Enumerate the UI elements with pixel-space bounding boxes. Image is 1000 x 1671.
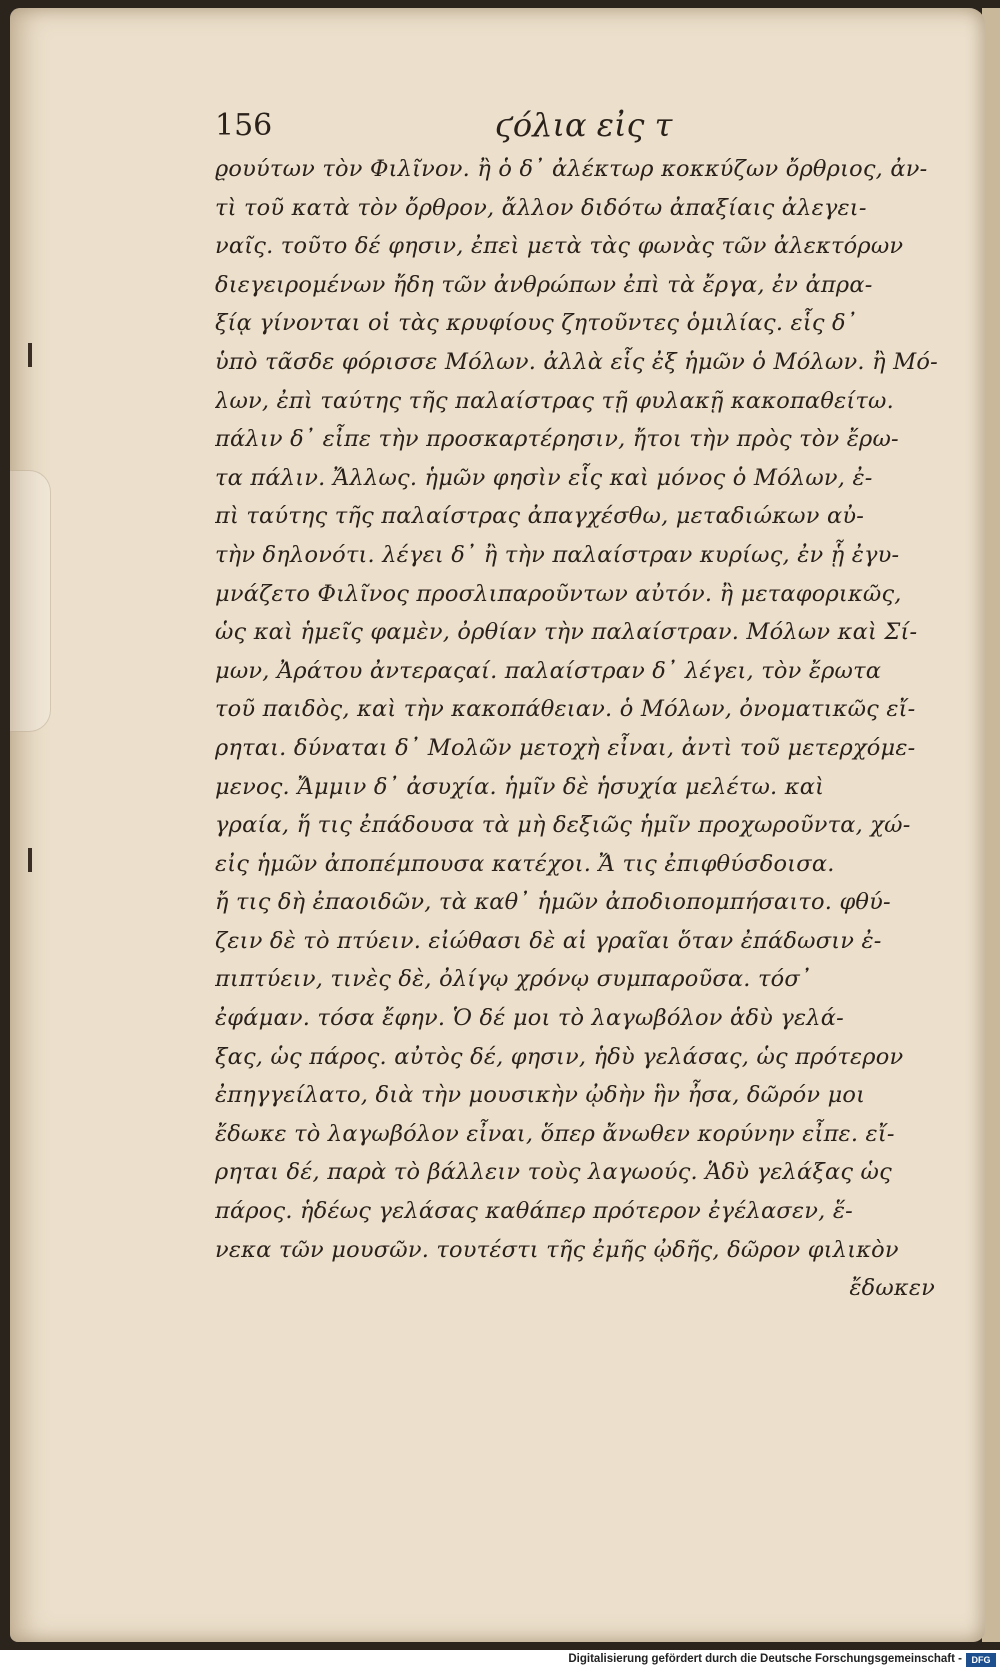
footer	[0, 1650, 1000, 1671]
text-line: πὶ ταύτης τῆς παλαίστρας ἀπαγχέσθω, μεταδιώκων αὐ-	[215, 503, 865, 530]
text-line: ὑπὸ τᾶσδε φόρισσε Μόλων. ἀλλὰ εἷς ἐξ ἡμῶν ὁ Μόλων. ἢ Μό-	[215, 348, 938, 375]
text-line: τὶ τοῦ κατὰ τὸν ὄρθρον, ἄλλον διδότω ἀπαξίαις ἀλεγει-	[215, 194, 867, 221]
text-line: ρηται. δύναται δ᾽ Μολῶν μετοχὴ εἶναι, ἀντὶ τοῦ μετερχόμε-	[215, 734, 916, 761]
text-line: νεκα τῶν μουσῶν. τουτέστι τῆς ἐμῆς ᾠδῆς, δῶρον φιλικὸν	[215, 1236, 899, 1263]
dfg-logo-icon: DFG	[966, 1653, 996, 1667]
text-line: τὴν δηλονότι. λέγει δ᾽ ἢ τὴν παλαίστραν κυρίως, ἐν ᾗ ἐγυ-	[215, 541, 900, 568]
text-line: διεγειρομένων ἤδη τῶν ἀνθρώπων ἐπὶ τὰ ἔργα, ἐν ἀπρα-	[215, 271, 873, 298]
margin-mark	[28, 848, 32, 872]
text-line: ρηται δέ, παρὰ τὸ βάλλειν τοὺς λαγωούς. Ἁδὺ γελάξας ὡς	[215, 1159, 892, 1186]
catchword: ἔδωκεν	[849, 1275, 935, 1302]
text-line: εἰς ἡμῶν ἀποπέμπουσα κατέχοι. Ἄ τις ἐπιφθύσδοισα.	[215, 850, 835, 877]
page-tab-shadow	[10, 470, 51, 732]
text-line: πάλιν δ᾽ εἶπε τὴν προσκαρτέρησιν, ἤτοι τὴν πρὸς τὸν ἔρω-	[215, 426, 899, 453]
text-line: μνάζετο Φιλῖνος προσλιπαροῦντων αὐτόν. ἢ μεταφορικῶς,	[215, 580, 902, 607]
text-line: ξας, ὡς πάρος. αὐτὸς δέ, φησιν, ἡδὺ γελάσας, ὡς πρότερον	[215, 1043, 904, 1070]
text-line: μων, Ἀράτου ἀντεραςαί. παλαίστραν δ᾽ λέγει, τὸν ἔρωτα	[215, 657, 882, 684]
text-line: ἐφάμαν. τόσα ἔφην. Ὁ δέ μοι τὸ λαγωβόλον ἁδὺ γελά-	[215, 1005, 844, 1032]
text-line: ὡς καὶ ἡμεῖς φαμὲν, ὀρθίαν τὴν παλαίστραν. Μόλων καὶ Σί-	[215, 619, 918, 646]
text-line: μενος. Ἄμμιν δ᾽ ἀσυχία. ἡμῖν δὲ ἡσυχία μελέτω. καὶ	[215, 773, 825, 800]
text-line: πιπτύειν, τινὲς δὲ, ὀλίγῳ χρόνῳ συμπαροῦσα. τόσ᾽	[215, 966, 812, 993]
text-line: ναῖς. τοῦτο δέ φησιν, ἐπεὶ μετὰ τὰς φωνὰς τῶν ἀλεκτόρων	[215, 233, 904, 260]
text-line: πάρος. ἡδέως γελάσας καθάπερ πρότερον ἐγέλασεν, ἕ-	[215, 1198, 853, 1225]
text-line: ἤ τις δὴ ἐπαοιδῶν, τὰ καθ᾽ ἡμῶν ἀποδιοπομπήσαιτο. φθύ-	[215, 889, 891, 916]
text-line: ϱουύτων τὸν Φιλῖνον. ἢ ὁ δ᾽ ἀλέκτωρ κοκκύζων ὄρθριος, ἀν-	[215, 156, 928, 182]
text-line: ζειν δὲ τὸ πτύειν. εἰώθασι δὲ αἱ γραῖαι ὅταν ἐπάδωσιν ἐ-	[215, 927, 882, 954]
digitization-credit: Digitalisierung gefördert durch die Deutsche Forschungsgemeinschaft -	[568, 1653, 962, 1665]
page-number: 156	[215, 108, 273, 143]
page-header	[215, 108, 955, 148]
text-line: ἐπηγγείλατο, διὰ τὴν μουσικὴν ᾠδὴν ἣν ἦσα, δῶρόν μοι	[215, 1082, 866, 1109]
text-line: τα πάλιν. Ἄλλως. ἡμῶν φησὶν εἷς καὶ μόνος ὁ Μόλων, ἐ-	[215, 464, 873, 491]
text-line: γραία, ἥ τις ἐπάδουσα τὰ μὴ δεξιῶς ἡμῖν προχωροῦντα, χώ-	[215, 812, 911, 839]
margin-mark	[28, 343, 32, 367]
text-line: ἔδωκε τὸ λαγωβόλον εἶναι, ὅπερ ἄνωθεν κορύνην εἶπε. εἴ-	[215, 1120, 895, 1147]
running-head: ϛόλια εἰς τ	[495, 106, 673, 144]
text-block	[215, 150, 975, 1308]
text-line: τοῦ παιδὸς, καὶ τὴν κακοπάθειαν. ὁ Μόλων, ὀνοματικῶς εἴ-	[215, 696, 916, 723]
text-line: λων, ἐπὶ ταύτης τῆς παλαίστρας τῇ φυλακῇ κακοπαθείτω.	[215, 387, 894, 414]
text-line: ξίᾳ γίνονται οἱ τὰς κρυφίους ζητοῦντες ὁμιλίας. εἷς δ᾽	[215, 310, 858, 337]
